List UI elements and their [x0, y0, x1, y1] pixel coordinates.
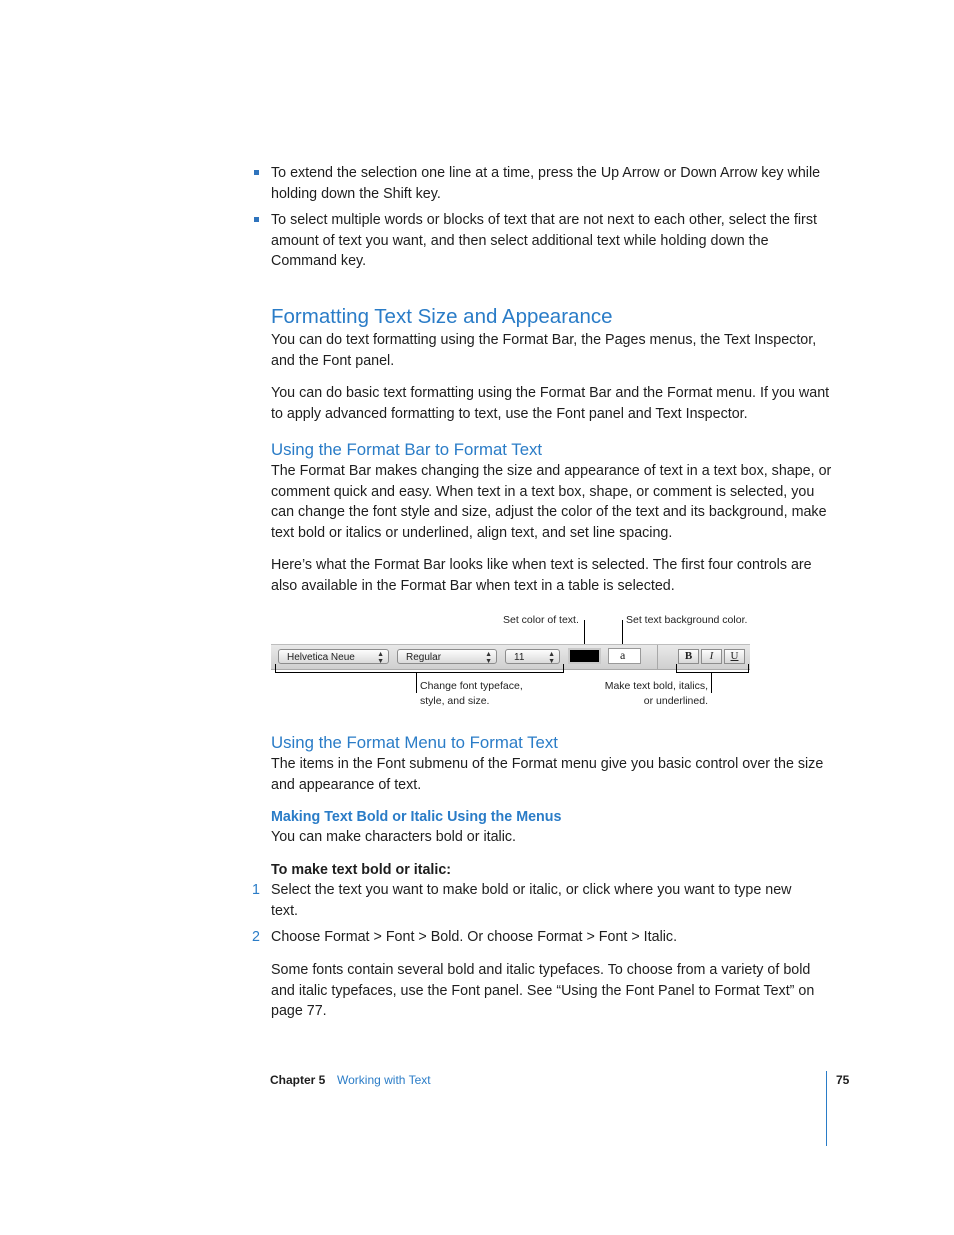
task-heading: To make text bold or italic: — [271, 862, 452, 878]
bullet-marker — [254, 217, 259, 222]
step-number: 1 — [252, 882, 260, 898]
italic-label: I — [709, 650, 714, 662]
popup-arrows-icon: ▲ ▼ — [485, 651, 492, 665]
paragraph: You can do basic text formatting using the Format Bar and the Format menu. If you want to apply advanced formatting to text, use the Font panel and Text Inspector. — [271, 385, 830, 422]
callout-style — [560, 679, 708, 709]
font-style-popup[interactable] — [397, 649, 497, 664]
callout-style-line: Make text bold, italics, — [604, 680, 708, 692]
footer-rule — [826, 1071, 827, 1146]
callout-line — [711, 673, 712, 693]
bracket-font-controls — [275, 664, 564, 673]
callout-font-line: style, and size. — [420, 695, 490, 707]
text-color-swatch[interactable] — [568, 648, 601, 664]
subsection-heading: Using the Format Menu to Format Text — [271, 733, 558, 752]
font-size-popup[interactable] — [505, 649, 560, 664]
footer-chapter-title: Working with Text — [337, 1073, 431, 1087]
background-swatch-glyph: a — [620, 648, 626, 662]
callout-line — [584, 620, 585, 646]
step-text: Select the text you want to make bold or italic, or click where you want to type new text. — [271, 882, 792, 919]
callout-font — [420, 679, 523, 709]
step-text: Choose Format > Font > Bold. Or choose Format > Font > Italic. — [271, 929, 678, 945]
font-size-value: 11 — [514, 652, 525, 663]
step-number: 2 — [252, 929, 260, 945]
popup-arrows-icon: ▲ ▼ — [548, 651, 555, 665]
paragraph: The Format Bar makes changing the size and appearance of text in a text box, shape, or comment quick and easy. When text in a text box, shape, or comment is selected, you can change the font style and size, adjust the color of the text and its background, make text bold or italics or underlined, align text, and set line spacing. — [271, 463, 832, 541]
font-family-popup[interactable] — [278, 649, 389, 664]
footer-chapter: Chapter 5 — [270, 1073, 326, 1087]
minor-heading: Making Text Bold or Italic Using the Menus — [271, 809, 562, 825]
bold-label: B — [684, 650, 693, 662]
callout-line — [416, 673, 417, 693]
paragraph: You can make characters bold or italic. — [271, 829, 517, 845]
bullet-marker — [254, 170, 259, 175]
callout-background-color: Set text background color. — [626, 614, 748, 626]
bracket-style-buttons — [676, 664, 749, 673]
paragraph: You can do text formatting using the Format Bar, the Pages menus, the Text Inspector, and the Font panel. — [271, 332, 817, 369]
callout-line — [622, 620, 623, 646]
text-background-swatch[interactable] — [608, 648, 641, 664]
underline-button[interactable] — [724, 649, 745, 664]
font-style-value: Regular — [406, 652, 442, 663]
callout-style-line: or underlined. — [643, 695, 708, 707]
callout-text-color: Set color of text. — [503, 614, 579, 626]
popup-arrows-icon: ▲ ▼ — [377, 651, 384, 665]
bold-button[interactable] — [678, 649, 699, 664]
paragraph: Here’s what the Format Bar looks like when text is selected. The first four controls are also available in the Format Bar when text in a table is selected. — [271, 557, 812, 594]
toolbar-separator — [657, 645, 658, 669]
section-heading: Formatting Text Size and Appearance — [271, 305, 613, 328]
paragraph: The items in the Font submenu of the Format menu give you basic control over the size and appearance of text. — [271, 756, 824, 793]
italic-button[interactable] — [701, 649, 722, 664]
underline-label: U — [730, 650, 739, 662]
paragraph: Some fonts contain several bold and italic typefaces. To choose from a variety of bold and italic typefaces, use the Font panel. See “Using the Font Panel to Format Text” on page 77. — [271, 962, 815, 1019]
subsection-heading: Using the Format Bar to Format Text — [271, 440, 543, 459]
page-number: 75 — [836, 1073, 850, 1087]
bullet-item: To extend the selection one line at a time, press the Up Arrow or Down Arrow key while holding down the Shift key. — [271, 165, 821, 202]
font-family-value: Helvetica Neue — [287, 652, 355, 663]
callout-font-line: Change font typeface, — [420, 680, 523, 692]
bullet-item: To select multiple words or blocks of text that are not next to each other, select the first amount of text you want, and then select additional text while holding down the Command key. — [271, 212, 817, 269]
